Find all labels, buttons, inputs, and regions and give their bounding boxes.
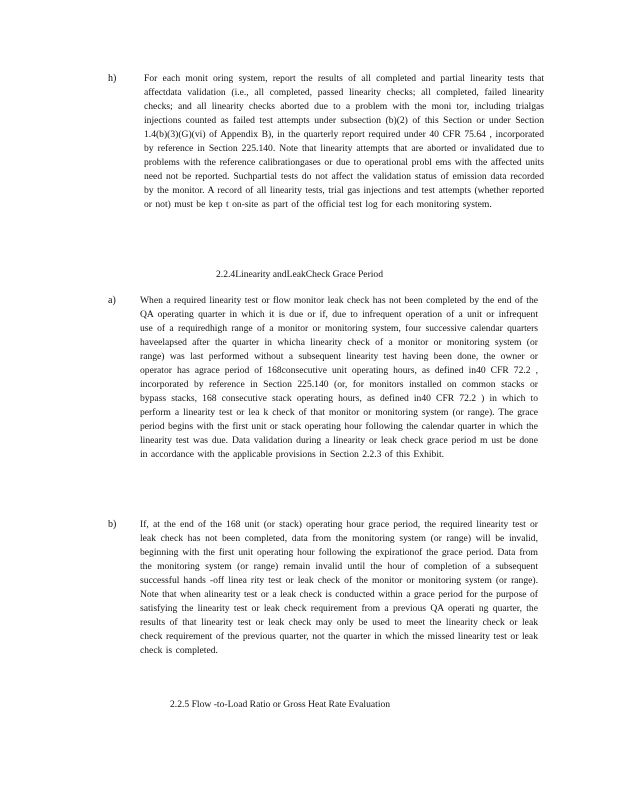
paragraph-marker: b) [108, 519, 117, 530]
paragraph-text: If, at the end of the 168 unit (or stack) operating hour grace period, the required linearity test or leak check has not been completed, data from the monitoring system (or range) will be invalid, beginning with the first unit operating hour following the expirationof the grace period. Data from the monitoring system (or range) remain invalid until the hour of completion of a subsequent successful hands -off linea rity test or leak check of the monitor or monitoring system (or range). Note that when alinearity test or a leak check is conducted within a grace period for the purpose of satisfying the linearity test or leak check requirement from a previous QA operati ng quarter, the results of that linearity test or leak check may only be used to meet the linearity check or leak check requirement of the previous quarter, not the quarter in which the missed linearity test or leak check is completed. [140, 519, 538, 656]
section-heading-2-2-4: 2.2.4Linearity andLeakCheck Grace Period [216, 269, 384, 280]
paragraph-marker: a) [108, 295, 116, 306]
paragraph-text: For each monit oring system, report the results of all completed and partial linearity tests that affectdata validation (i.e., all completed, passed linearity checks; all completed, failed linearity checks; and all linearity checks aborted due to a problem with the moni tor, including trialgas injections counted as failed test attempts under subsection (b)(2) of this Section or under Section 1.4(b)(3)(G)(vi) of Appendix B), in the quarterly report required under 40 CFR 75.64 , incorporated by reference in Section 225.140. Note that linearity attempts that are aborted or invalidated due to problems with the reference calibrationgases or due to operational probl ems with the affected units need not be reported. Suchpartial tests do not affect the validation status of emission data recorded by the monitor. A record of all linearity tests, trial gas injections and test attempts (whether reported or not) must be kep t on-site as part of the official test log for each monitoring system. [144, 73, 544, 210]
paragraph-text: When a required linearity test or flow monitor leak check has not been completed by the end of the QA operating quarter in which it is due or if, due to infrequent operation of a unit or infrequent use of a requiredhigh range of a monitor or monitoring system, four successive calendar quarters haveelapsed after the quarter in whicha linearity check of a monitor or monitoring system (or range) was last performed without a subsequent linearity test having been done, the owner or operator has agrace period of 168consecutive unit operating hours, as defined in40 CFR 72.2 , incorporated by reference in Section 225.140 (or, for monitors installed on common stacks or bypass stacks, 168 consecutive stack operating hours, as defined in40 CFR 72.2 ) in which to perform a linearity test or lea k check of that monitor or monitoring system (or range). The grace period begins with the first unit or stack operating hour following the calendar quarter in which the linearity test was due. Data validation during a linearity or leak check grace period m ust be done in accordance with the applicable provisions in Section 2.2.3 of this Exhibit. [140, 295, 538, 460]
paragraph-marker: h) [108, 73, 117, 84]
section-heading-2-2-5: 2.2.5 Flow -to-Load Ratio or Gross Heat Rate Evaluation [170, 699, 391, 710]
